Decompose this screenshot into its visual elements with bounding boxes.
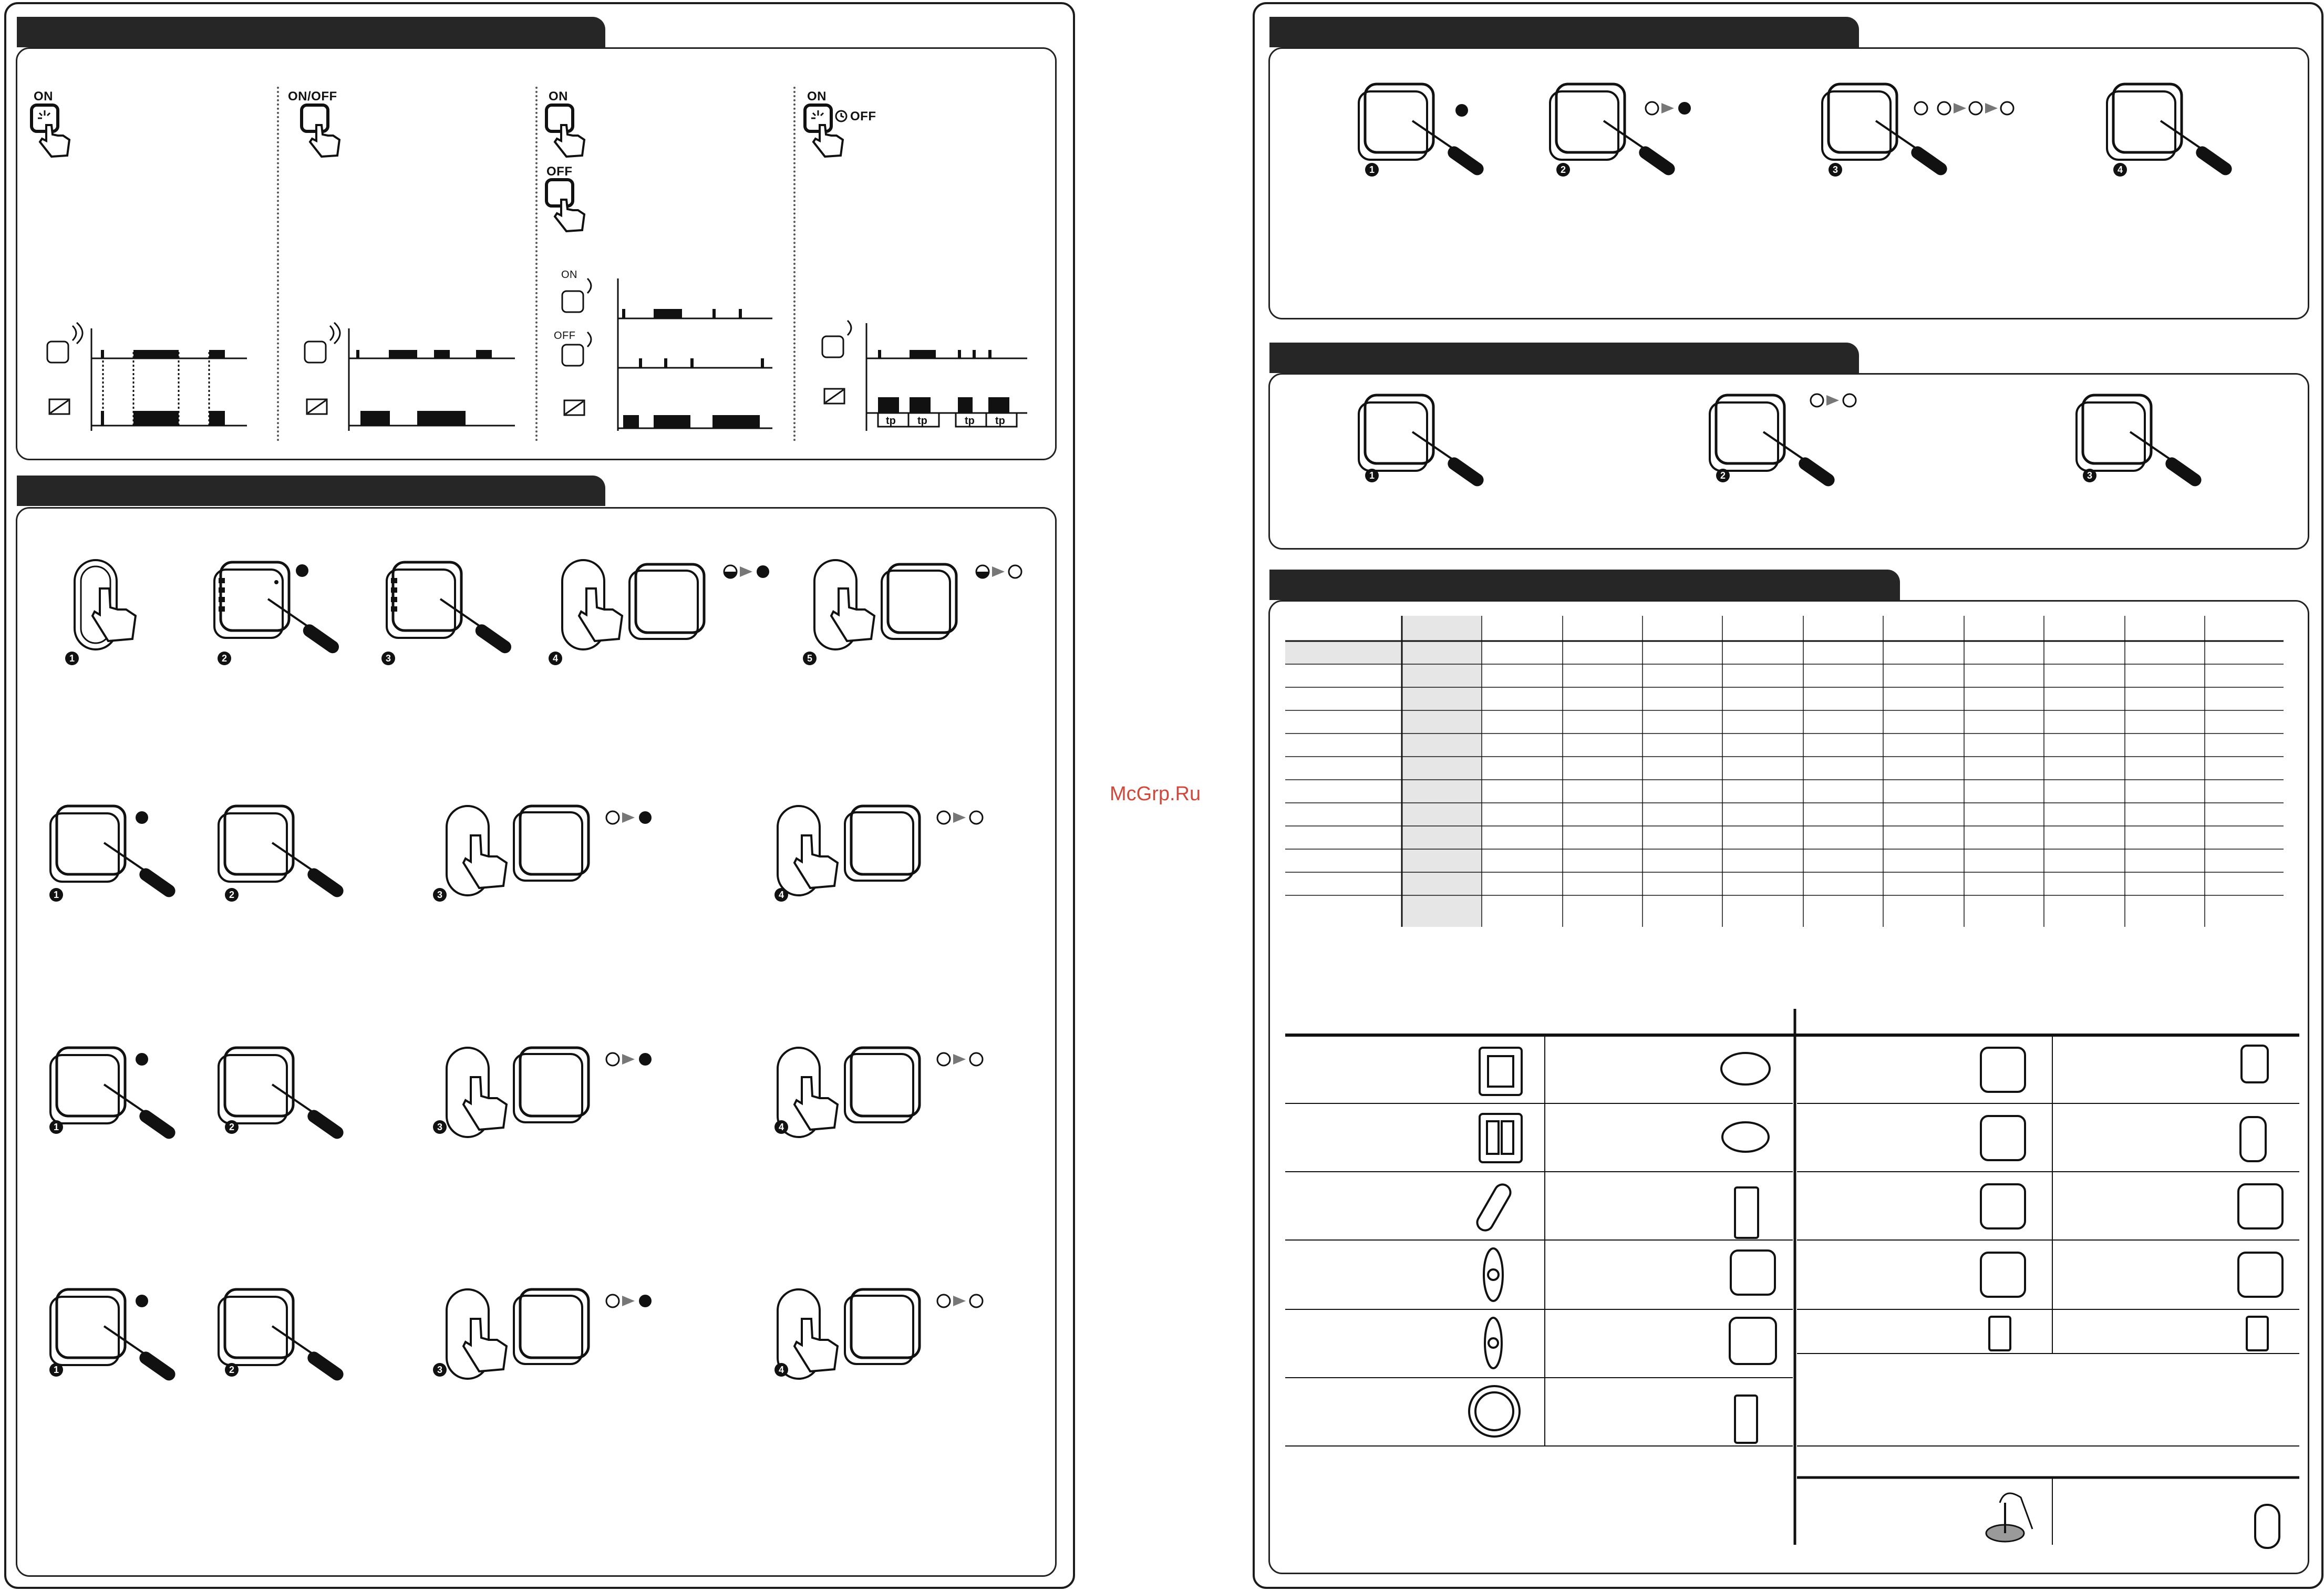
section-header-modes (17, 17, 605, 47)
step-number: 3 (381, 652, 395, 665)
step-number: 5 (803, 652, 817, 665)
step-number: 2 (225, 1363, 239, 1377)
tp-label: tp (917, 415, 927, 427)
tp-label: tp (995, 415, 1005, 427)
receiver-screwdriver-icon (383, 557, 524, 657)
diagram-on-label: ON (561, 269, 577, 281)
mode-divider (535, 87, 538, 441)
step-number: 2 (218, 652, 231, 665)
step-number: 3 (433, 888, 447, 902)
procedure-row (42, 799, 1030, 920)
receiver-screwdriver-icon (210, 557, 352, 657)
section-header-compatibility (1269, 570, 1900, 600)
step-number: 2 (1556, 163, 1570, 177)
step-number: 2 (1716, 469, 1730, 482)
section-header-delete (1269, 343, 1859, 373)
step-number: 1 (49, 1120, 63, 1134)
step-number: 3 (1829, 163, 1842, 177)
step-number: 3 (2083, 469, 2096, 482)
switch-receiver-led-icon (557, 557, 799, 657)
step-number: 4 (2113, 163, 2127, 177)
press-button-icon (30, 104, 78, 162)
press-button-icon (545, 179, 593, 236)
step-number: 1 (49, 888, 63, 902)
procedure-row (42, 1040, 1030, 1161)
step-number: 3 (433, 1120, 447, 1134)
press-button-icon (545, 104, 593, 162)
tp-label: tp (965, 415, 975, 427)
mode-on-label: ON (549, 89, 568, 104)
tp-label: tp (886, 415, 896, 427)
switch-receiver-led-icon (809, 557, 1051, 657)
procedure-row (42, 1282, 1030, 1403)
press-button-icon (301, 104, 348, 162)
step-number: 1 (65, 652, 79, 665)
timing-diagram-on-off (557, 268, 778, 436)
diagram-off-label: OFF (554, 330, 576, 342)
step-number: 3 (433, 1363, 447, 1377)
compatibility-table (1285, 616, 2284, 931)
step-number: 4 (549, 652, 562, 665)
mode-onoff-label: ON/OFF (288, 89, 337, 104)
receiver-steps-row (1350, 79, 2296, 184)
watermark: McGrp.Ru (1110, 783, 1201, 805)
mode-on-label: ON (807, 89, 827, 104)
timing-diagram-on (42, 315, 252, 436)
mode-on-label: ON (34, 89, 53, 104)
section-header-reset (1269, 17, 1859, 47)
timing-diagram-onoff (299, 315, 520, 436)
step-number: 4 (774, 1120, 788, 1134)
clock-icon (834, 109, 848, 123)
step-number: 1 (1365, 469, 1379, 482)
step-number: 1 (1365, 163, 1379, 177)
step-number: 4 (774, 1363, 788, 1377)
device-list (1285, 1009, 2299, 1555)
step-number: 1 (49, 1363, 63, 1377)
mode-divider (277, 87, 279, 441)
mode-divider (793, 87, 796, 441)
mode-off-label: OFF (546, 164, 573, 179)
wall-switch-press-icon (68, 557, 142, 657)
receiver-steps-row (1350, 390, 2296, 495)
step-number: 2 (225, 1120, 239, 1134)
step-number: 2 (225, 888, 239, 902)
section-header-programming (17, 476, 605, 506)
mode-timer-off-label: OFF (850, 109, 876, 123)
step-number: 4 (774, 888, 788, 902)
